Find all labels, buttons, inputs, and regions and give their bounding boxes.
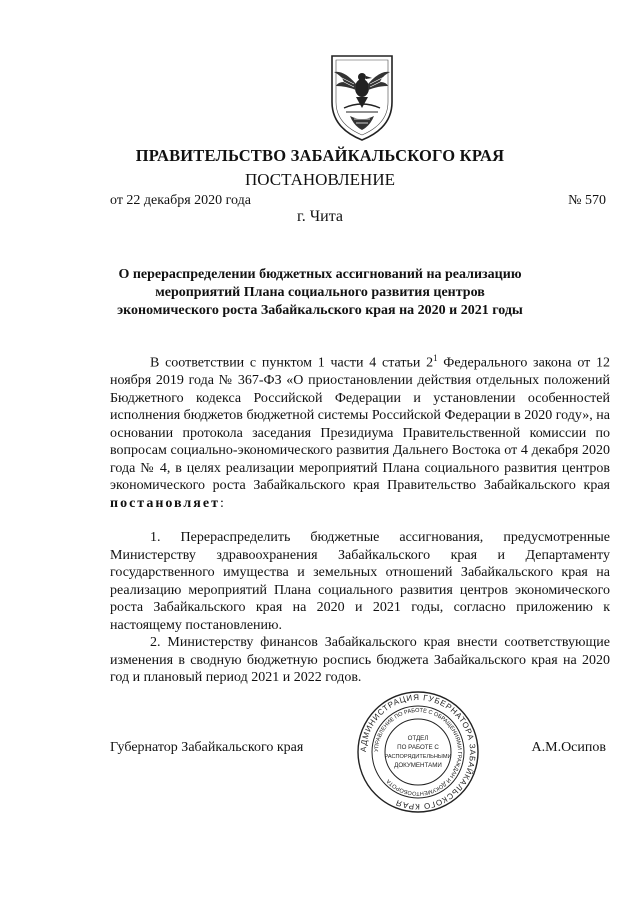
svg-text:РАСПОРЯДИТЕЛЬНЫМИ: РАСПОРЯДИТЕЛЬНЫМИ: [384, 754, 452, 760]
decree-keyword: постановляет: [110, 495, 220, 511]
document-date: от 22 декабря 2020 года: [110, 193, 251, 208]
item-1-paragraph: [110, 529, 610, 634]
svg-text:ОТДЕЛ: ОТДЕЛ: [407, 735, 429, 742]
svg-text:УПРАВЛЕНИЕ ПО РАБОТЕ С ОБРАЩЕН: УПРАВЛЕНИЕ ПО РАБОТЕ С ОБРАЩЕНИЯМИ ГРАЖДАН И ДОКУМЕНТООБОРОТА: [373, 707, 463, 797]
preamble-paragraph: [110, 350, 610, 512]
official-stamp: [356, 690, 480, 814]
signatory-name: А.М.Осипов: [531, 740, 606, 755]
item-2-paragraph: [110, 634, 610, 687]
signatory-position: Губернатор Забайкальского края: [110, 740, 304, 755]
document-subject: О перераспределении бюджетных ассигнований на реализацию мероприятий Плана социального развития центров экономического роста Забайкальского края на 2020 и 2021 годы: [117, 267, 523, 318]
svg-text:ПО РАБОТЕ С: ПО РАБОТЕ С: [397, 744, 439, 751]
svg-text:АДМИНИСТРАЦИЯ ГУБЕРНАТОРА ЗАБА: АДМИНИСТРАЦИЯ ГУБЕРНАТОРА ЗАБАЙКАЛЬСКОГО КРАЯ: [358, 692, 478, 812]
svg-text:ДОКУМЕНТАМИ: ДОКУМЕНТАМИ: [394, 762, 442, 769]
item-2-text: 2. Министерству финансов Забайкальского края внести соответствующие изменения в сводную бюджетную роспись бюджета Забайкальского края на 2020 год и плановый период 2021 и 2022 годов.: [110, 635, 610, 685]
preamble-text-main: Федерального закона от 12 ноября 2019 года № 367-ФЗ «О приостановлении действия отдельных положений Бюджетного кодекса Российской Федерации и установлении особенностей исполнения бюджетов бюджетной системы Российской Федерации в 2020 году», на основании протокола заседания Президиума Правительственной комиссии по вопросам социально-экономического развития Дальнего Востока от 4 декабря 2020 года № 4, в целях реализации мероприятий Плана социального развития центров экономического роста Забайкальского края Правительство Забайкальского края: [110, 355, 611, 494]
document-type: ПОСТАНОВЛЕНИЕ: [244, 170, 395, 189]
document-number: № 570: [568, 193, 606, 208]
item-1-text: 1. Перераспределить бюджетные ассигнования, предусмотренные Министерству здравоохранения Забайкальского края и Департаменту государственного имущества и земельных отношений Забайкальского края на реализацию мероприятий Плана социального развития центров экономического роста Забайкальского края на 2020 и 2021 годы, согласно приложению к настоящему постановлению.: [110, 530, 610, 633]
document-city: г. Чита: [296, 208, 343, 225]
preamble-text-start: В соответствии с пунктом 1 части 4 статьи 2: [150, 355, 434, 371]
preamble-text-end: :: [219, 495, 224, 511]
government-title: ПРАВИТЕЛЬСТВО ЗАБАЙКАЛЬСКОГО КРАЯ: [135, 146, 505, 165]
article-superscript: 1: [433, 353, 438, 363]
coat-of-arms-emblem: [322, 50, 402, 144]
